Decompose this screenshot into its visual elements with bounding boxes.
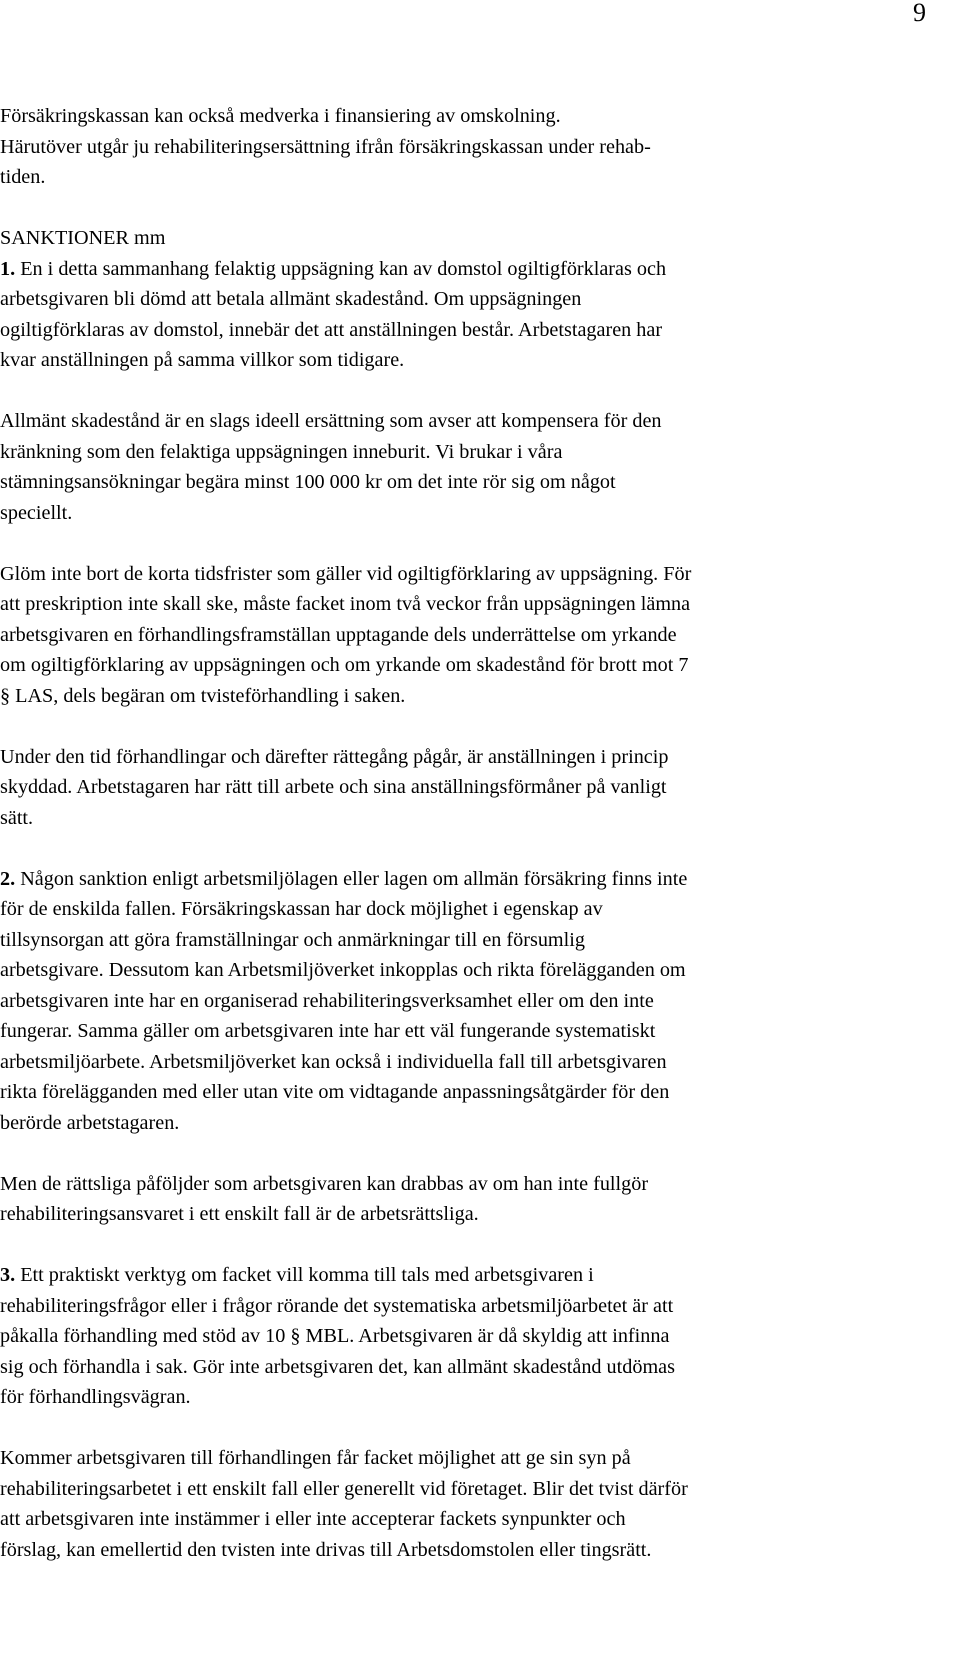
text-line: Under den tid förhandlingar och därefter rättegång pågår, är anställningen i princip bbox=[0, 745, 669, 768]
text-line: sätt. bbox=[0, 806, 34, 829]
text-line-content: Någon sanktion enligt arbetsmiljölagen eller lagen om allmän försäkring finns inte bbox=[15, 867, 688, 890]
text-line bbox=[0, 864, 955, 895]
text-line: kränkning som den felaktiga uppsägningen inneburit. Vi brukar i våra bbox=[0, 440, 563, 463]
text-line: sig och förhandla i sak. Gör inte arbetsgivaren det, kan allmänt skadestånd utdömas bbox=[0, 1355, 675, 1378]
text-line bbox=[0, 254, 955, 285]
text-line: Men de rättsliga påföljder som arbetsgivaren kan drabbas av om han inte fullgör bbox=[0, 1172, 649, 1195]
text-line: ogiltigförklaras av domstol, innebär det att anställningen består. Arbetstagaren har bbox=[0, 318, 663, 341]
text-line: fungerar. Samma gäller om arbetsgivaren inte har ett väl fungerande systematiskt bbox=[0, 1020, 656, 1042]
section-heading: SANKTIONER mm bbox=[0, 227, 166, 249]
text-line: § LAS, dels begäran om tvisteförhandling i saken. bbox=[0, 684, 406, 707]
text-line bbox=[0, 1260, 955, 1291]
text-line: rikta förelägganden med eller utan vite om vidtagande anpassningsåtgärder för den bbox=[0, 1081, 670, 1103]
text-line: Härutöver utgår ju rehabiliteringsersättning ifrån försäkringskassan under rehab- bbox=[0, 135, 651, 158]
paragraph-financing bbox=[0, 101, 955, 193]
paragraph-point-3 bbox=[0, 1260, 955, 1413]
text-line: att arbetsgivaren inte instämmer i eller inte accepterar fackets synpunkter och bbox=[0, 1508, 626, 1530]
page-number: 9 bbox=[913, 0, 926, 27]
paragraph-point-2 bbox=[0, 864, 955, 1139]
text-line-content: Ett praktiskt verktyg om facket vill komma till tals med arbetsgivaren i bbox=[15, 1264, 594, 1286]
text-line: arbetsgivaren inte har en organiserad rehabiliteringsverksamhet eller om den inte bbox=[0, 989, 654, 1012]
text-line: tillsynsorgan att göra framställningar och anmärkningar till en försumlig bbox=[0, 928, 585, 951]
text-line: Allmänt skadestånd är en slags ideell ersättning som avser att kompensera för den bbox=[0, 410, 662, 432]
text-line: stämningsansökningar begära minst 100 000 kr om det inte rör sig om något bbox=[0, 471, 616, 493]
text-line: tiden. bbox=[0, 166, 46, 188]
text-line: Kommer arbetsgivaren till förhandlingen får facket möjlighet att ge sin syn på bbox=[0, 1447, 631, 1469]
text-line: om ogiltigförklaring av uppsägningen och om yrkande om skadestånd för brott mot 7 bbox=[0, 654, 689, 676]
text-line: att preskription inte skall ske, måste facket inom två veckor från uppsägningen lämna bbox=[0, 593, 691, 615]
text-line: speciellt. bbox=[0, 501, 73, 524]
text-line: skyddad. Arbetstagaren har rätt till arbete och sina anställningsförmåner på vanligt bbox=[0, 776, 667, 798]
point-number: 3. bbox=[0, 1264, 16, 1286]
text-line: Glöm inte bort de korta tidsfrister som gäller vid ogiltigförklaring av uppsägning. För bbox=[0, 562, 692, 585]
text-line: rehabiliteringsarbetet i ett enskilt fall eller generellt vid företaget. Blir det tvist därför bbox=[0, 1477, 688, 1500]
text-line: för förhandlingsvägran. bbox=[0, 1386, 191, 1408]
text-line: påkalla förhandling med stöd av 10 § MBL. Arbetsgivaren är då skyldig att infinna bbox=[0, 1325, 670, 1347]
paragraph-protection bbox=[0, 742, 955, 834]
text-line: arbetsgivaren en förhandlingsframställan upptagande dels underrättelse om yrkande bbox=[0, 623, 677, 646]
paragraph-negotiation bbox=[0, 1443, 955, 1565]
text-line: Försäkringskassan kan också medverka i finansiering av omskolning. bbox=[0, 105, 561, 127]
point-number: 1. bbox=[0, 257, 16, 280]
paragraph-legal-consequences bbox=[0, 1169, 955, 1230]
text-line: för de enskilda fallen. Försäkringskassan har dock möjlighet i egenskap av bbox=[0, 898, 603, 920]
paragraph-point-1 bbox=[0, 254, 955, 376]
text-line: berörde arbetstagaren. bbox=[0, 1111, 180, 1134]
point-number: 2. bbox=[0, 867, 16, 890]
text-line: arbetsgivaren bli dömd att betala allmänt skadestånd. Om uppsägningen bbox=[0, 288, 582, 310]
document-body bbox=[0, 101, 955, 1565]
text-line: arbetsmiljöarbete. Arbetsmiljöverket kan också i individuella fall till arbetsgivaren bbox=[0, 1050, 667, 1073]
text-line: förslag, kan emellertid den tvisten inte drivas till Arbetsdomstolen eller tingsrätt. bbox=[0, 1538, 652, 1561]
text-line: rehabiliteringsfrågor eller i frågor rörande det systematiska arbetsmiljöarbetet är att bbox=[0, 1294, 674, 1317]
text-line: arbetsgivare. Dessutom kan Arbetsmiljöverket inkopplas och rikta förelägganden om bbox=[0, 959, 686, 981]
text-line: rehabiliteringsansvaret i ett enskilt fall är de arbetsrättsliga. bbox=[0, 1203, 479, 1225]
paragraph-damages bbox=[0, 406, 955, 528]
text-line-content: En i detta sammanhang felaktig uppsägning kan av domstol ogiltigförklaras och bbox=[15, 257, 667, 280]
paragraph-deadlines bbox=[0, 559, 955, 712]
text-line: kvar anställningen på samma villkor som tidigare. bbox=[0, 349, 405, 371]
